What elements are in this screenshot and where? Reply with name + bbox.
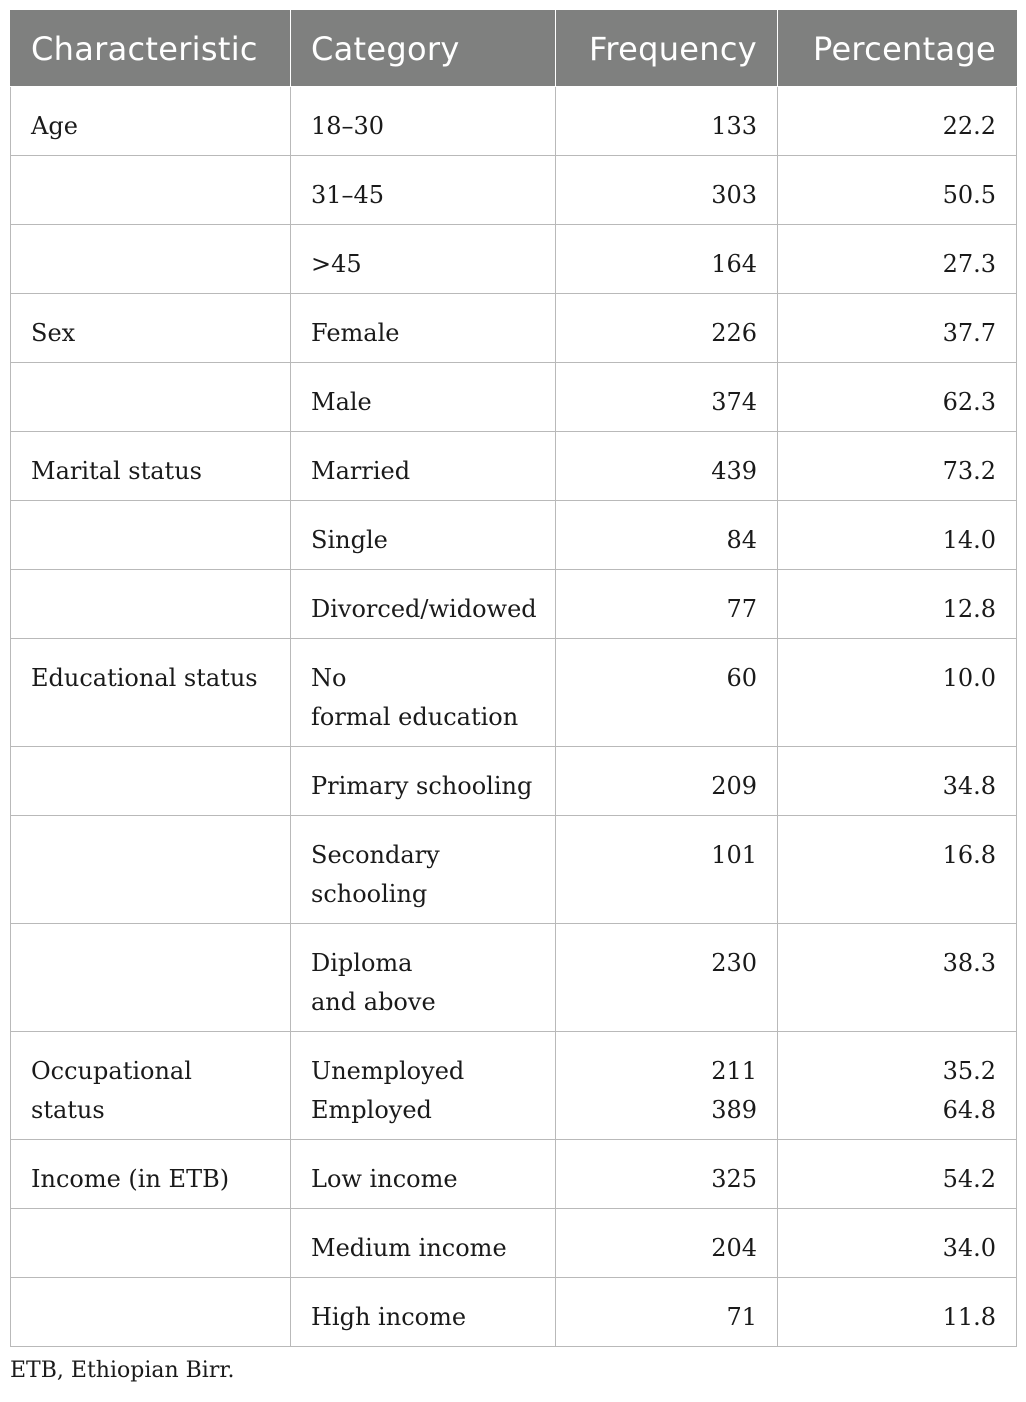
characteristic-cell: Income (in ETB)	[11, 1140, 291, 1209]
characteristic-cell	[11, 1278, 291, 1347]
category-cell: Divorced/widowed	[291, 570, 556, 639]
table-row	[11, 747, 1017, 816]
percentage-cell: 10.0	[778, 639, 1017, 747]
category-cell	[291, 924, 556, 1032]
frequency-cell: 325	[556, 1140, 778, 1209]
frequency-cell: 164	[556, 225, 778, 294]
percentage-cell-line: 64.8	[942, 1096, 996, 1124]
category-cell-line: schooling	[311, 880, 428, 908]
characteristic-cell: Sex	[11, 294, 291, 363]
frequency-cell: 133	[556, 87, 778, 156]
table-row	[11, 294, 1017, 363]
category-cell	[291, 1032, 556, 1140]
table-row	[11, 225, 1017, 294]
table-row	[11, 87, 1017, 156]
category-cell-line: formal education	[311, 703, 519, 731]
frequency-cell: 60	[556, 639, 778, 747]
category-cell: >45	[291, 225, 556, 294]
percentage-cell: 14.0	[778, 501, 1017, 570]
table-row	[11, 924, 1017, 1032]
category-cell-line: and above	[311, 988, 436, 1016]
header-category: Category	[291, 11, 556, 87]
characteristic-cell: Age	[11, 87, 291, 156]
percentage-cell: 11.8	[778, 1278, 1017, 1347]
table-footnote: ETB, Ethiopian Birr.	[10, 1358, 235, 1383]
percentage-cell: 34.8	[778, 747, 1017, 816]
frequency-cell-line: 389	[711, 1096, 757, 1124]
category-cell: 18–30	[291, 87, 556, 156]
category-cell-line: No	[311, 664, 347, 692]
table-row	[11, 1278, 1017, 1347]
category-cell: Female	[291, 294, 556, 363]
category-cell: 31–45	[291, 156, 556, 225]
frequency-cell: 77	[556, 570, 778, 639]
percentage-cell-line: 35.2	[942, 1057, 996, 1085]
table-row	[11, 363, 1017, 432]
frequency-cell: 71	[556, 1278, 778, 1347]
percentage-cell: 27.3	[778, 225, 1017, 294]
percentage-cell: 62.3	[778, 363, 1017, 432]
frequency-cell: 439	[556, 432, 778, 501]
category-cell	[291, 816, 556, 924]
table-row	[11, 1140, 1017, 1209]
header-row	[11, 11, 1017, 87]
category-cell: Married	[291, 432, 556, 501]
table-row	[11, 570, 1017, 639]
category-cell: Primary schooling	[291, 747, 556, 816]
characteristic-cell	[11, 570, 291, 639]
percentage-cell: 54.2	[778, 1140, 1017, 1209]
frequency-cell: 209	[556, 747, 778, 816]
characteristic-cell	[11, 363, 291, 432]
category-cell: Medium income	[291, 1209, 556, 1278]
percentage-cell: 12.8	[778, 570, 1017, 639]
table-row	[11, 816, 1017, 924]
percentage-cell: 73.2	[778, 432, 1017, 501]
category-cell: Male	[291, 363, 556, 432]
category-cell	[291, 639, 556, 747]
table-row	[11, 501, 1017, 570]
frequency-cell: 84	[556, 501, 778, 570]
characteristic-cell	[11, 501, 291, 570]
frequency-cell: 303	[556, 156, 778, 225]
table-row	[11, 639, 1017, 747]
percentage-cell: 16.8	[778, 816, 1017, 924]
category-cell-line: Secondary	[311, 841, 440, 869]
percentage-cell: 38.3	[778, 924, 1017, 1032]
category-cell: High income	[291, 1278, 556, 1347]
characteristic-cell	[11, 225, 291, 294]
characteristic-cell	[11, 747, 291, 816]
table-body	[11, 87, 1017, 1347]
frequency-cell-line: 211	[711, 1057, 757, 1085]
category-cell-line: Unemployed	[311, 1057, 465, 1085]
category-cell-line: Diploma	[311, 949, 413, 977]
characteristic-cell: Occupational status	[11, 1032, 291, 1140]
table-row	[11, 1209, 1017, 1278]
frequency-cell: 230	[556, 924, 778, 1032]
characteristic-cell	[11, 924, 291, 1032]
percentage-cell: 34.0	[778, 1209, 1017, 1278]
frequency-cell: 101	[556, 816, 778, 924]
characteristic-cell	[11, 1209, 291, 1278]
table-row	[11, 156, 1017, 225]
percentage-cell: 37.7	[778, 294, 1017, 363]
category-cell: Single	[291, 501, 556, 570]
percentage-cell: 50.5	[778, 156, 1017, 225]
header-frequency: Frequency	[556, 11, 778, 87]
frequency-cell: 374	[556, 363, 778, 432]
percentage-cell	[778, 1032, 1017, 1140]
frequency-cell: 226	[556, 294, 778, 363]
frequency-cell: 204	[556, 1209, 778, 1278]
characteristic-cell	[11, 156, 291, 225]
characteristic-cell: Marital status	[11, 432, 291, 501]
frequency-cell	[556, 1032, 778, 1140]
table-row	[11, 432, 1017, 501]
category-cell: Low income	[291, 1140, 556, 1209]
header-percentage: Percentage	[778, 11, 1017, 87]
characteristic-cell: Educational status	[11, 639, 291, 747]
percentage-cell: 22.2	[778, 87, 1017, 156]
table-row	[11, 1032, 1017, 1140]
characteristic-cell	[11, 816, 291, 924]
demographics-table	[10, 10, 1017, 1347]
header-characteristic: Characteristic	[11, 11, 291, 87]
category-cell-line: Employed	[311, 1096, 432, 1124]
